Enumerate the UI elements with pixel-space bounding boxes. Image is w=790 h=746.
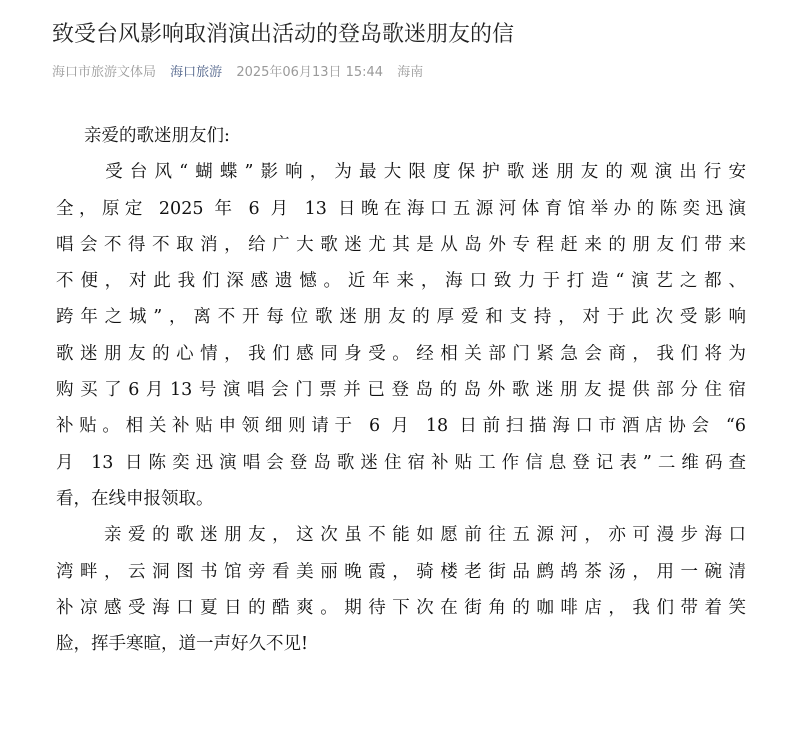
article-title: 致受台风影响取消演出活动的登岛歌迷朋友的信 (52, 22, 515, 47)
body-line: 受台风“蝴蝶”影响，为最大限度保护歌迷朋友的观演出行安 (56, 162, 746, 183)
body-line: 脸，挥手寒暄，道一声好久不见! (56, 634, 309, 655)
body-line: 亲爱的歌迷朋友，这次虽不能如愿前往五源河，亦可漫步海口 (56, 525, 746, 546)
body-line: 不便，对此我们深感遗憾。近年来，海口致力于打造“演艺之都、 (56, 271, 746, 292)
body-line: 购买了6月13号演唱会门票并已登岛的岛外歌迷朋友提供部分住宿 (56, 380, 746, 401)
account-link[interactable]: 海口旅游 (170, 65, 223, 80)
location-label: 海南 (397, 65, 424, 80)
body-line: 跨年之城”，离不开每位歌迷朋友的厚爱和支持，对于此次受影响 (56, 307, 746, 328)
body-line: 亲爱的歌迷朋友们: (84, 126, 230, 146)
publish-datetime: 2025年06月13日 15:44 (236, 65, 384, 80)
body-line: 全，原定 2025 年 6 月 13 日晚在海口五源河体育馆举办的陈奕迅演 (56, 198, 746, 219)
body-line: 歌迷朋友的心情，我们感同身受。经相关部门紧急会商，我们将为 (56, 343, 746, 364)
body-line: 看，在线申报领取。 (56, 488, 214, 509)
body-line: 补贴。相关补贴申领细则请于 6 月 18 日前扫描海口市酒店协会 “6 (56, 416, 746, 437)
article-meta (52, 64, 433, 82)
body-line: 月 13 日陈奕迅演唱会登岛歌迷住宿补贴工作信息登记表”二维码查 (56, 452, 746, 473)
body-line: 唱会不得不取消，给广大歌迷尤其是从岛外专程赶来的朋友们带来 (56, 234, 746, 255)
body-line: 湾畔，云洞图书馆旁看美丽晚霞，骑楼老街品鹧鸪茶汤，用一碗清 (56, 561, 746, 582)
body-line: 补凉感受海口夏日的酷爽。期待下次在街角的咖啡店，我们带着笑 (56, 597, 746, 618)
article-body (56, 118, 746, 662)
source-label: 海口市旅游文体局 (52, 65, 157, 80)
